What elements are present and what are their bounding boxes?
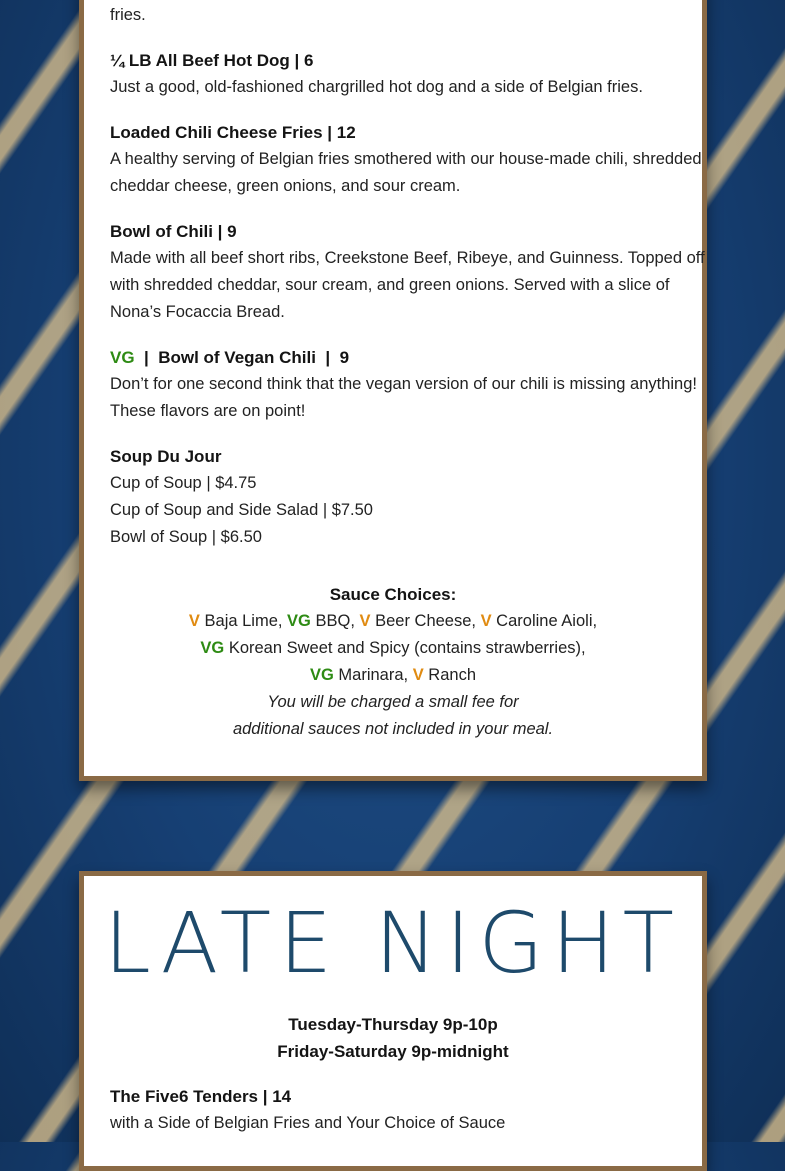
late-night-heading: LATE NIGHT — [104, 894, 682, 992]
sauce-name: Caroline Aioli, — [491, 612, 598, 630]
item-desc-tenders: with a Side of Belgian Fries and Your Choice of Sauce — [110, 1114, 506, 1132]
sauce-name: BBQ, — [310, 612, 360, 630]
menu-card-late-night — [79, 871, 707, 1171]
sauce-line-1 — [84, 608, 702, 635]
vegan-badge: VG — [110, 348, 135, 367]
vegan-badge: VG — [310, 666, 334, 684]
soup-option: Cup of Soup | $4.75 — [110, 474, 257, 492]
vegetarian-badge: V — [412, 666, 424, 684]
sauce-name: Korean Sweet and Spicy (contains strawberries), — [224, 639, 586, 657]
soup-option: Bowl of Soup | $6.50 — [110, 528, 262, 546]
sauce-name: Marinara, — [333, 666, 413, 684]
sauce-name: Beer Cheese, — [370, 612, 481, 630]
item-desc-vegan-chili: These flavors are on point! — [110, 402, 306, 420]
item-desc-bowl-of-chili: Nona’s Focaccia Bread. — [110, 303, 285, 321]
item-title-tenders: The Five6 Tenders | 14 — [110, 1087, 292, 1106]
item-title-bowl-of-chili: Bowl of Chili | 9 — [110, 222, 237, 241]
sauce-fee-note: additional sauces not included in your meal. — [232, 720, 554, 738]
item-title-hot-dog: ¼ LB All Beef Hot Dog | 6 — [110, 51, 314, 70]
vegan-badge: VG — [287, 612, 311, 630]
sauce-name: Ranch — [423, 666, 476, 684]
item-desc-vegan-chili: Don’t for one second think that the vegan version of our chili is missing anything! — [110, 375, 697, 393]
sauce-name: Baja Lime, — [199, 612, 288, 630]
soup-title: Soup Du Jour — [110, 447, 222, 466]
vegetarian-badge: V — [188, 612, 200, 630]
item-desc-chili-fries: cheddar cheese, green onions, and sour cream. — [110, 177, 461, 195]
sauce-line-3 — [84, 662, 702, 689]
vegan-badge: VG — [200, 639, 225, 657]
sauce-line-2 — [84, 635, 702, 662]
intro-desc-line — [110, 0, 708, 2]
vegetarian-badge: V — [359, 612, 371, 630]
soup-option: Cup of Soup and Side Salad | $7.50 — [110, 501, 373, 519]
item-desc-bowl-of-chili: Made with all beef short ribs, Creekstone Beef, Ribeye, and Guinness. Topped off — [110, 249, 705, 267]
late-night-hours: Tuesday-Thursday 9p-10p — [288, 1015, 498, 1034]
item-title-vegan-chili — [110, 344, 349, 371]
menu-card-top — [79, 0, 707, 781]
item-title-text: | Bowl of Vegan Chili | 9 — [134, 348, 350, 367]
item-title-chili-fries: Loaded Chili Cheese Fries | 12 — [110, 123, 356, 142]
item-desc-chili-fries: A healthy serving of Belgian fries smothered with our house-made chili, shredded — [110, 150, 702, 168]
intro-desc-line: fries. — [110, 6, 146, 24]
item-desc-bowl-of-chili: with shredded cheddar, sour cream, and green onions. Served with a slice of — [110, 276, 670, 294]
sauce-fee-note: You will be charged a small fee for — [267, 693, 519, 711]
late-night-hours: Friday-Saturday 9p-midnight — [277, 1042, 509, 1061]
item-desc-hot-dog: Just a good, old-fashioned chargrilled hot dog and a side of Belgian fries. — [110, 78, 643, 96]
vegetarian-badge: V — [480, 612, 492, 630]
sauce-heading: Sauce Choices: — [329, 585, 457, 604]
